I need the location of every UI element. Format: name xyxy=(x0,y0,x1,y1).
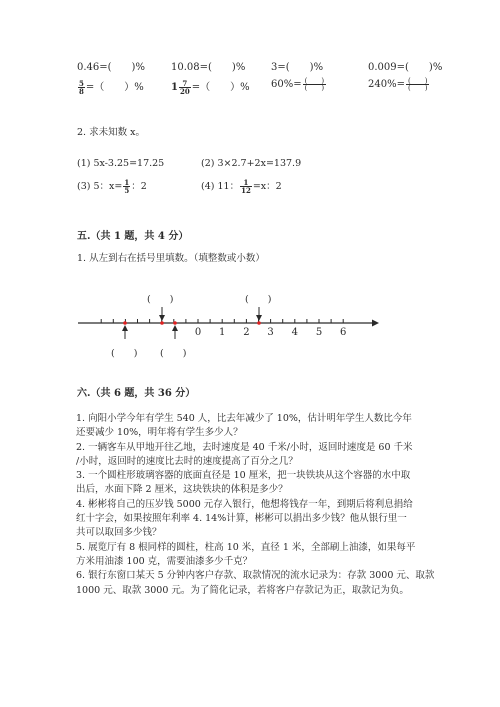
problem-line: 出后，水面下降 2 厘米，这块铁块的体积是多少？ xyxy=(76,484,288,496)
point-c xyxy=(173,321,177,325)
expr: =（ ）% xyxy=(85,82,144,93)
equation-3: (3) 5：x= $\frac{1}{5}$ ：2 xyxy=(77,178,147,195)
tick-label: 6 xyxy=(340,327,347,338)
section-5-question: 1. 从左到右在括号里填数。（填整数或小数） xyxy=(77,253,265,264)
problem-line: 1. 向阳小学今年有学生 540 人，比去年减少了 10%，估计明年学生人数比今年 xyxy=(76,413,412,424)
blank-below-1: ( ) xyxy=(111,348,138,359)
problem-line: 3. 一个圆柱形玻璃容器的底面直径是 10 厘米，把一块铁块从这个容器的水中取 xyxy=(76,470,411,482)
blank: ( ) xyxy=(107,62,136,73)
fraction: $\frac{7}{20}$ xyxy=(179,79,190,96)
fraction: $\frac{1}{5}$ xyxy=(124,178,130,195)
up-arrow-1 xyxy=(122,325,128,339)
tick-label: 2 xyxy=(243,327,250,338)
expr: 3= xyxy=(271,62,286,73)
problem-line: 还要减少 10%，明年将有学生多少人？ xyxy=(76,427,243,439)
section-6-heading: 六.（共 6 题，共 36 分） xyxy=(77,388,196,399)
up-arrow-2 xyxy=(172,325,178,339)
blank-above-2: ( ) xyxy=(245,294,272,305)
equation-4: (4) 11： $\frac{1}{12}$ =x：2 xyxy=(201,178,282,195)
down-arrow-1 xyxy=(159,307,165,321)
fraction-blank: ( ) ( ) xyxy=(407,77,428,92)
fraction-blank: ( ) ( ) xyxy=(304,77,325,92)
problem-line: 方米用油漆 100 克，需要油漆多少千克？ xyxy=(76,555,253,567)
expr: 60%= xyxy=(271,79,302,90)
unit: % xyxy=(313,62,324,73)
point-a xyxy=(123,321,127,325)
whole: 1 xyxy=(171,82,178,93)
blank: ( ) xyxy=(285,62,314,73)
equation-2: (2) 3×2.7+2x=137.9 xyxy=(201,158,302,169)
problem-line-last: 1000 元、取款 3000 元。为了简化记录，若将客户存款记为正，取款记为负。 xyxy=(76,585,409,596)
problem-line: 红十字会，如果按照年利率 4. 14%计算，彬彬可以捐出多少钱？他从银行里一 xyxy=(76,513,407,525)
expr: 0.46= xyxy=(77,62,108,73)
problem-line: 2. 一辆客车从甲地开往乙地，去时速度是 40 千米/小时，返回时速度是 60 千米 xyxy=(76,441,413,453)
expr: 10.08= xyxy=(171,62,209,73)
expr: =（ ）% xyxy=(191,82,250,93)
point-d xyxy=(257,321,261,325)
section-5-heading: 五.（共 1 题，共 4 分） xyxy=(77,231,189,242)
unit: % xyxy=(432,62,443,73)
unit: % xyxy=(135,62,145,73)
tick-label: 3 xyxy=(267,327,274,338)
word-problems xyxy=(76,412,436,584)
axis-arrow xyxy=(372,320,379,327)
fraction: $\frac{1}{12}$ xyxy=(241,178,251,195)
blank-below-2: ( ) xyxy=(160,348,187,359)
problem-line: 共可以取回多少钱？ xyxy=(76,527,162,539)
tick-label: 5 xyxy=(315,327,323,338)
point-b xyxy=(160,321,164,325)
expr: 240%= xyxy=(368,79,405,90)
tick-label: 0 xyxy=(194,327,202,338)
tick-label: 4 xyxy=(291,327,298,338)
fraction: $\frac{5}{8}$ xyxy=(79,79,84,96)
ticks xyxy=(101,319,343,323)
blank: ( ) xyxy=(208,62,236,73)
problem-line: /小时，返回时的速度比去时的速度提高了百分之几？ xyxy=(76,455,298,467)
tick-label: 1 xyxy=(219,327,226,338)
equation-1: (1) 5x-3.25=17.25 xyxy=(77,158,165,169)
question-2-title: 2. 求未知数 x。 xyxy=(77,127,145,138)
unit: % xyxy=(235,62,246,73)
problem-line: 5. 展览厅有 8 根同样的圆柱，柱高 10 米，直径 1 米，全部刷上油漆，如果每平 xyxy=(76,541,416,553)
expr: 0.009= xyxy=(368,62,406,73)
blank-above-1: ( ) xyxy=(147,294,174,305)
blank: ( ) xyxy=(405,62,433,73)
problem-line: 6. 银行东窗口某天 5 分钟内客户存款、取款情况的流水记录为：存款 3000 元、取款 xyxy=(76,570,435,582)
tick-labels xyxy=(195,327,347,338)
down-arrow-2 xyxy=(256,307,262,321)
problem-line: 4. 彬彬将自己的压岁钱 5000 元存入银行，他想将钱存一年，到期后将利息捐给 xyxy=(76,498,413,510)
